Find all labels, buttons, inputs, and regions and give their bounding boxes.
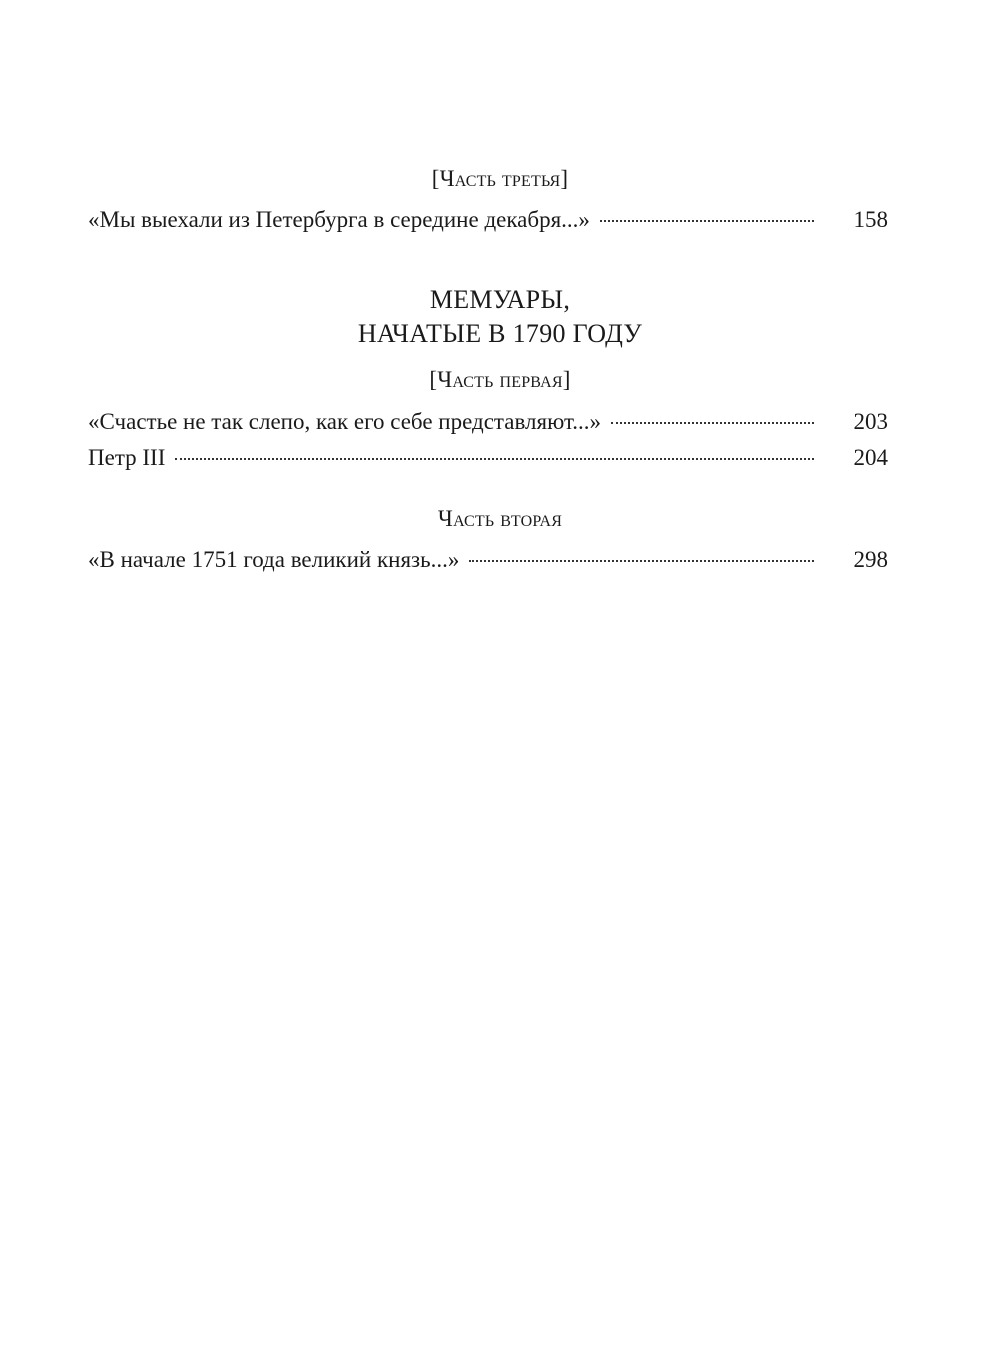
section-title-line1: МЕМУАРЫ, (429, 285, 571, 314)
leader-dots (611, 422, 814, 424)
toc-entry-title: «Мы выехали из Петербурга в середине декабря...» (88, 207, 590, 232)
section-title-line2: НАЧАТЫЕ В 1790 ГОДУ (357, 319, 643, 348)
part-three-heading (0, 166, 1000, 192)
toc-entry[interactable] (88, 206, 888, 234)
part-two-label: Часть вторая (437, 506, 563, 531)
leader-dots (600, 220, 814, 222)
leader-dots (469, 560, 814, 562)
leader-dots (175, 458, 814, 460)
part-three-label: Часть третья (439, 166, 561, 191)
toc-entry-page: 298 (853, 547, 888, 572)
bracket-close: ] (562, 367, 571, 392)
toc-entry[interactable] (88, 444, 888, 472)
toc-entry[interactable] (88, 546, 888, 574)
part-one-label: Часть первая (437, 367, 563, 392)
bracket-open: [ (431, 166, 440, 191)
toc-entry-title: «Счастье не так слепо, как его себе представляют...» (88, 409, 602, 434)
toc-entry[interactable] (88, 408, 888, 436)
toc-entry-title: Петр III (88, 445, 166, 470)
part-two-heading (0, 506, 1000, 532)
toc-entry-title: «В начале 1751 года великий князь...» (88, 547, 460, 572)
bracket-close: ] (560, 166, 569, 191)
part-one-heading (0, 367, 1000, 393)
toc-entry-page: 158 (853, 207, 888, 232)
bracket-open: [ (429, 367, 438, 392)
toc-entry-page: 203 (853, 409, 888, 434)
toc-entry-page: 204 (853, 445, 888, 470)
